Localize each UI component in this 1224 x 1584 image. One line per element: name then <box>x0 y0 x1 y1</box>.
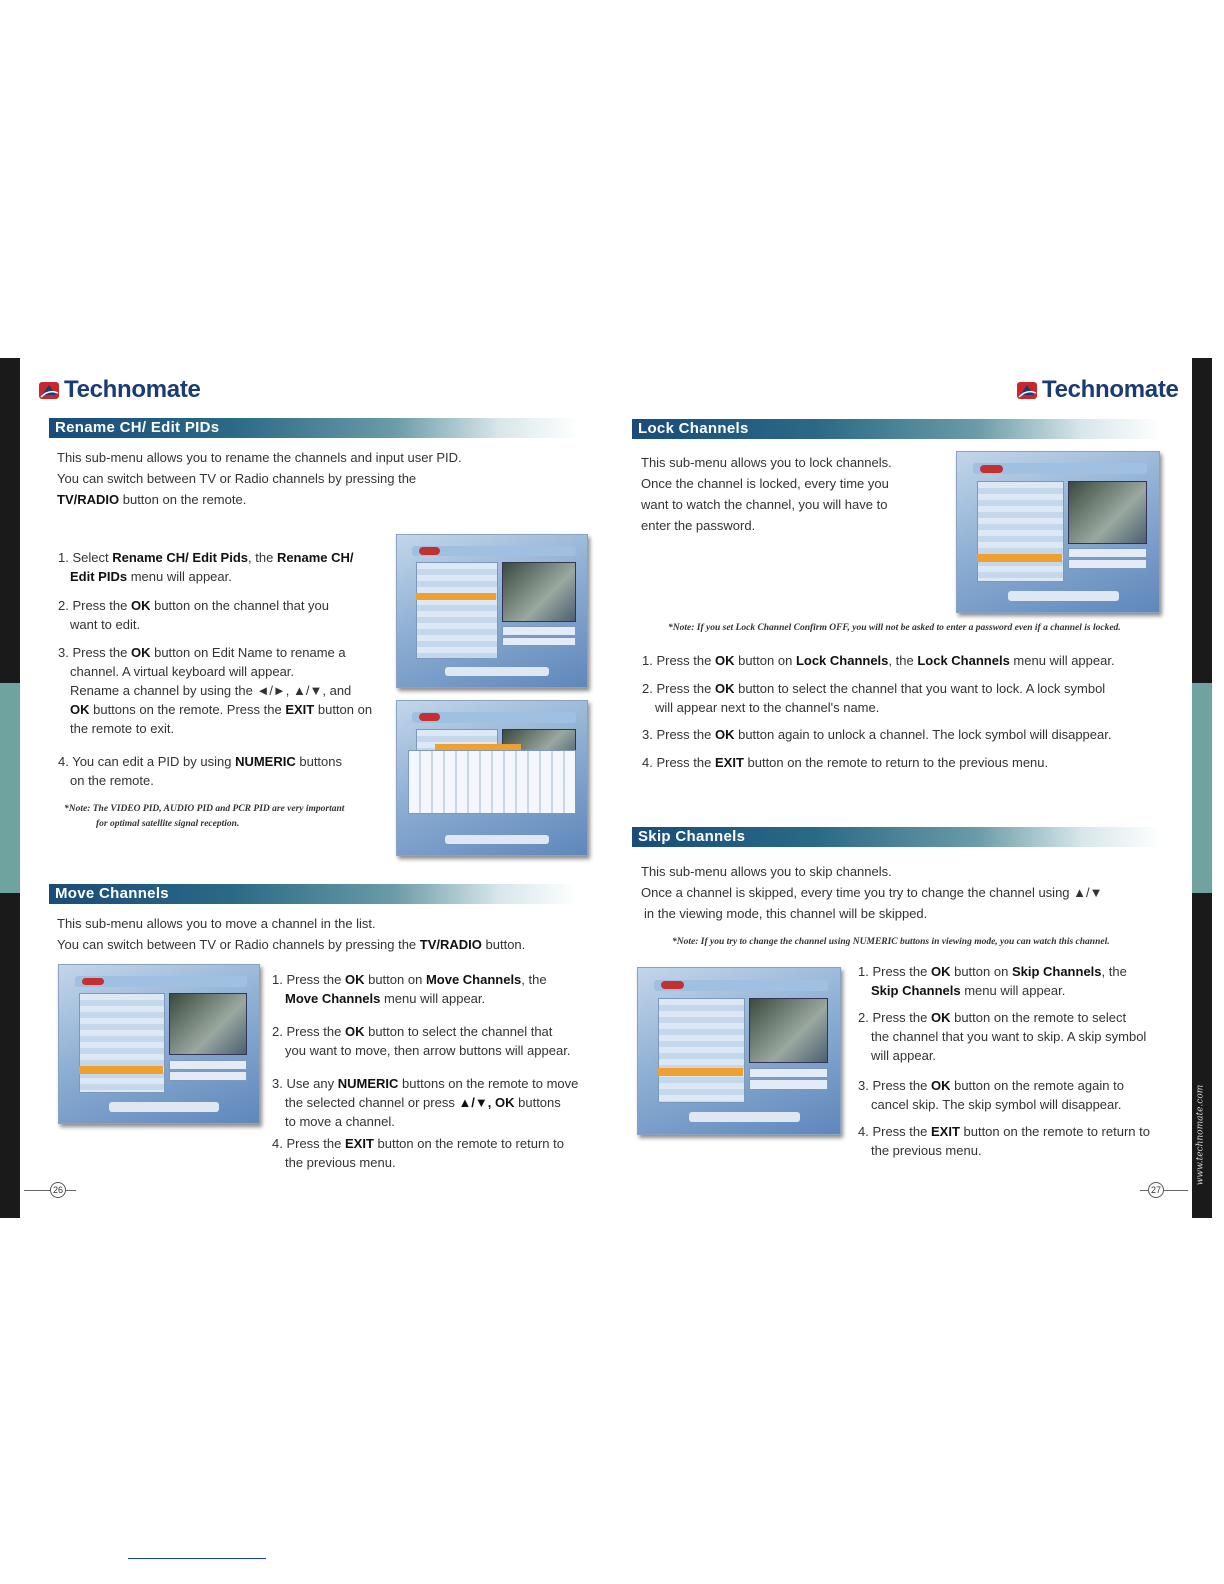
skip-step-3: 3. Press the OK button on the remote again to cancel skip. The skip symbol will disappear. <box>858 1078 1124 1112</box>
brand-name: Technomate <box>64 376 201 403</box>
rename-step-2: 2. Press the OK button on the channel that you want to edit. <box>58 598 330 632</box>
section-title-rename: Rename CH/ Edit PIDs <box>49 418 579 438</box>
move-step-2: 2. Press the OK button to select the channel that you want to move, then arrow buttons will appear. <box>272 1024 571 1058</box>
move-step-4: 4. Press the EXIT button on the remote to return to the previous menu. <box>272 1136 564 1170</box>
left-sidebar <box>0 358 20 1218</box>
footer-link-line <box>128 1558 266 1559</box>
lock-step-3: 3. Press the OK button again to unlock a channel. The lock symbol will disappear. <box>642 727 1112 742</box>
lock-menu-screenshot <box>956 451 1160 613</box>
page-number-left: 26 <box>24 1182 76 1198</box>
skip-intro: This sub-menu allows you to skip channels. Once a channel is skipped, every time you try to change the channel using ▲/▼ in the viewing mode, this channel will be skipped. <box>641 864 1103 921</box>
brand-logo-left <box>38 376 201 404</box>
skip-step-1: 1. Press the OK button on Skip Channels, the Skip Channels menu will appear. <box>858 964 1127 998</box>
lock-step-2: 2. Press the OK button to select the channel that you want to lock. A lock symbol will appear next to the channel's name. <box>642 681 1106 715</box>
brand-mark-icon <box>1016 379 1038 401</box>
rename-keyboard-screenshot <box>396 700 588 856</box>
rename-step-1: 1. Select Rename CH/ Edit Pids, the Rename CH/ Edit PIDs menu will appear. <box>58 550 354 584</box>
right-tagline: www.technomate.com <box>1195 1084 1206 1186</box>
move-menu-screenshot <box>58 964 260 1124</box>
lock-intro: This sub-menu allows you to lock channels. Once the channel is locked, every time you want to watch the channel, you will have to enter the password. <box>641 455 892 533</box>
move-step-1: 1. Press the OK button on Move Channels, the Move Channels menu will appear. <box>272 972 547 1006</box>
rename-note: *Note: The VIDEO PID, AUDIO PID and PCR PID are very important for optimal satellite signal reception. <box>64 804 345 829</box>
skip-menu-screenshot <box>637 967 841 1135</box>
page-number-right: 27 <box>1140 1182 1188 1198</box>
move-step-3: 3. Use any NUMERIC buttons on the remote to move the selected channel or press ▲/▼, OK buttons to move a channel. <box>272 1076 579 1129</box>
move-intro: This sub-menu allows you to move a channel in the list. You can switch between TV or Radio channels by pressing the TV/RADIO button. <box>57 916 526 952</box>
skip-step-4: 4. Press the EXIT button on the remote to return to the previous menu. <box>858 1124 1150 1158</box>
rename-intro: This sub-menu allows you to rename the channels and input user PID. You can switch between TV or Radio channels by pressing the TV/RADIO button on the remote. <box>57 450 462 507</box>
brand-mark-icon <box>38 379 60 401</box>
skip-step-2: 2. Press the OK button on the remote to select the channel that you want to skip. A skip symbol will appear. <box>858 1010 1147 1063</box>
lock-note: *Note: If you set Lock Channel Confirm OFF, you will not be asked to enter a password even if a channel is locked. <box>668 623 1121 633</box>
rename-menu-screenshot <box>396 534 588 688</box>
rename-step-4: 4. You can edit a PID by using NUMERIC buttons on the remote. <box>58 754 343 788</box>
brand-name: Technomate <box>1042 376 1179 403</box>
lock-step-4: 4. Press the EXIT button on the remote to return to the previous menu. <box>642 755 1049 770</box>
section-title-move: Move Channels <box>49 884 579 904</box>
brand-logo-right <box>1016 376 1179 404</box>
rename-step-3: 3. Press the OK button on Edit Name to rename a channel. A virtual keyboard will appear. Rename a channel by using the ◄/►, ▲/▼, and OK buttons on the remote. Press the EXIT button on the remote to exit. <box>58 645 373 736</box>
section-title-skip: Skip Channels <box>632 827 1162 847</box>
skip-note: *Note: If you try to change the channel using NUMERIC buttons in viewing mode, you can watch this channel. <box>672 937 1110 947</box>
lock-step-1: 1. Press the OK button on Lock Channels, the Lock Channels menu will appear. <box>642 653 1115 668</box>
section-title-lock: Lock Channels <box>632 419 1162 439</box>
